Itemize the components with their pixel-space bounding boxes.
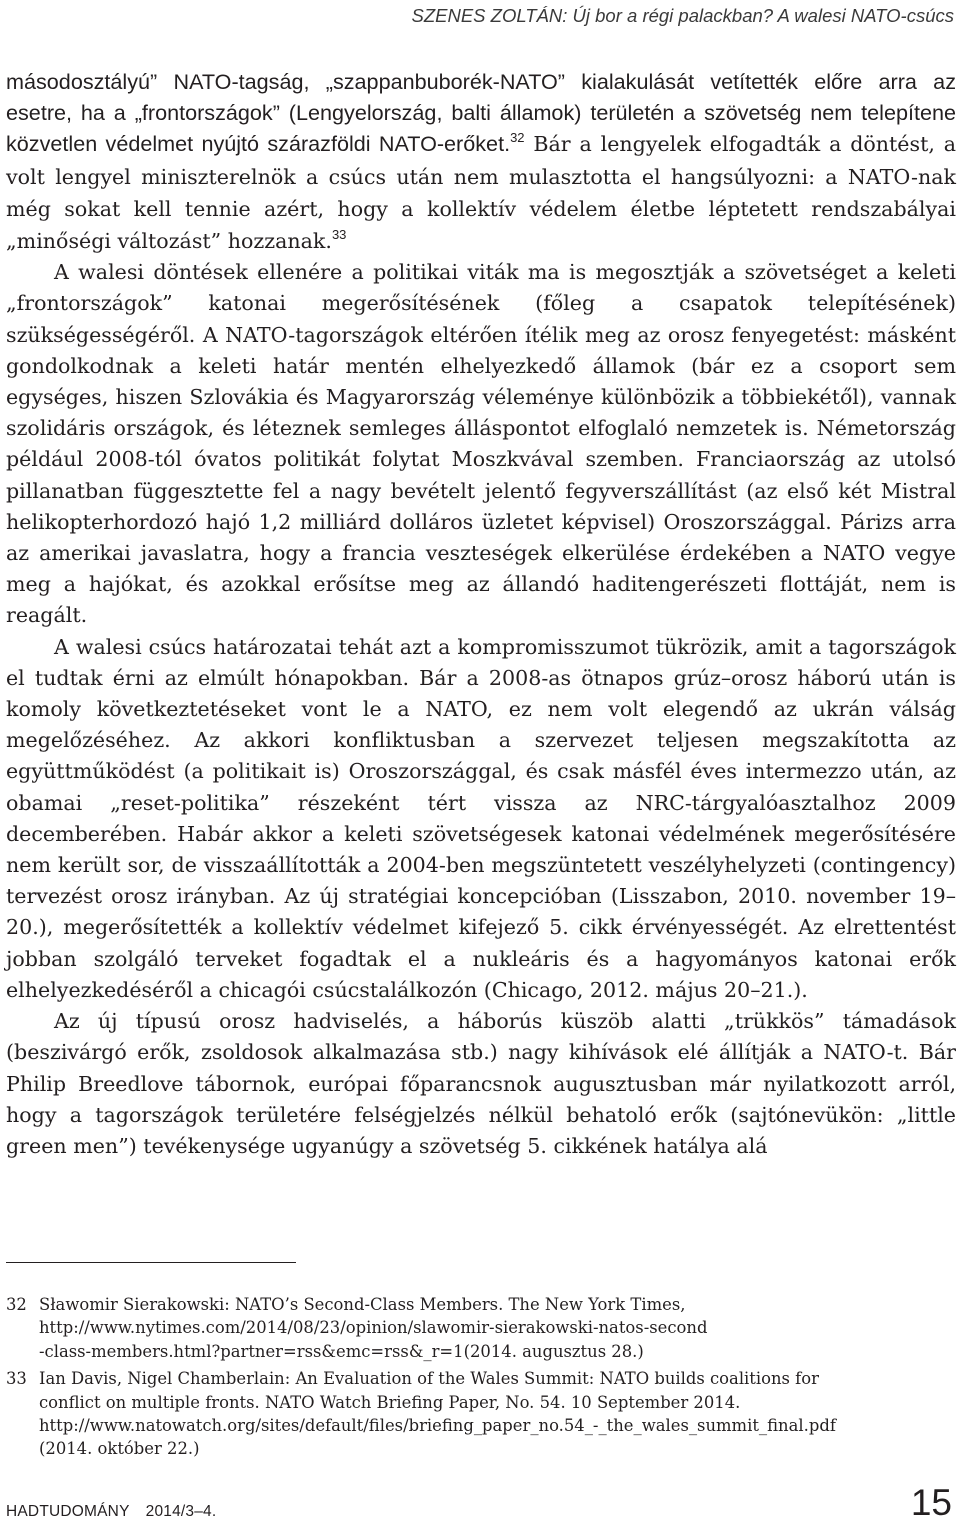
- paragraph-1-continuation: Bár a lengyelek elfogadták a döntést, a volt lengyel miniszterelnök a csúcs után nem mulasztotta el hangsúlyozni: a NATO-nak még sokat kell tennie azért, hogy a kollektív védelem életbe léptetett rendszabályai „minőségi változást” hozzanak.: [6, 132, 957, 254]
- paragraph-4: Az új típusú orosz hadviselés, a háborús küszöb alatti „trükkös” támadások (beszivárgó erők, zsoldosok alkalmazása stb.) nagy kihívások elé állítják a NATO-t. Bár Philip Breedlove tábornok, európai főparancsnok augusztusban már nyilatkozott arról, hogy a tagországok területére felségjelzés nélkül behatoló erők (sajtónevükön: „little green men”) tevékenysége ugyanúgy a szövetség 5. cikkének hatálya alá: [6, 1009, 956, 1158]
- footnote-line: Ian Davis, Nigel Chamberlain: An Evaluation of the Wales Summit: NATO builds coalitions for: [39, 1369, 819, 1389]
- footnote-number: 33: [6, 1369, 27, 1389]
- footnote-link-cont[interactable]: -class-members.html?partner=rss&emc=rss&_r=1(2014. augusztus 28.): [39, 1341, 644, 1361]
- footer-journal: [6, 1503, 232, 1521]
- footnote-ref-33[interactable]: 33: [331, 227, 347, 243]
- paragraph-2: A walesi döntések ellenére a politikai viták ma is megosztják a szövetséget a keleti „frontországok” katonai megerősítésének (főleg a csapatok telepítésének) szükségességéről. A NATO-tagországok eltérően ítélik meg az orosz fenyegetést: másként gondolkodnak a keleti határ mentén elhelyezkedő államok (bár ez a csoport sem egységes, hiszen Szlovákia és Magyarország véleménye különbözik a többiekétől), vannak szolidáris országok, és léteznek semleges álláspontot elfoglaló nemzetek is. Németország például 2008-tól óvatos politikát folytat Moszkvával szemben. Franciaország az utolsó pillanatban függesztette fel a nagy bevételt jelentő fegyverszállítást (az első két Mistral helikopterhordozó hajó 1,2 milliárd dolláros üzletet képvisel) Oroszországgal. Párizs arra az amerikai javaslatra, hogy a francia veszteségek elkerülése érdekében a NATO vegye meg a hajókat, és azokkal erősítse meg az állandó haditengerészeti flottáját, nem is reagált.: [6, 260, 956, 628]
- footnote-line: (2014. október 22.): [39, 1439, 200, 1459]
- footnote-link[interactable]: http://www.natowatch.org/sites/default/files/briefing_paper_no.54_-_the_wales_summit_final.pdf: [39, 1416, 836, 1436]
- footnote-32: [6, 1293, 956, 1363]
- footnote-divider: [6, 1262, 296, 1263]
- footnotes: [6, 1293, 956, 1465]
- footnote-line: Sławomir Sierakowski: NATO’s Second-Class Members. The New York Times,: [39, 1295, 686, 1314]
- journal-title: HADTUDOMÁNY: [6, 1503, 130, 1520]
- footnote-33: [6, 1367, 956, 1461]
- footnote-number: 32: [6, 1295, 27, 1314]
- journal-issue: 2014/3–4.: [145, 1503, 217, 1520]
- paragraph-1-lead: másodosztályú” NATO-tagság, „szappanbuborék-NATO” kialakulását vetítették előre arra az esetre, ha a „frontországok” (Lengyelország, balti államok) területén a szövetség nem telepítene közvetlen védelmet nyújtó szárazföldi NATO-erőket.: [6, 69, 956, 157]
- footnote-link[interactable]: http://www.nytimes.com/2014/08/23/opinion/slawomir-sierakowski-natos-second: [39, 1318, 708, 1338]
- footnote-ref-32[interactable]: 32: [510, 130, 525, 146]
- page-number: 15: [910, 1482, 952, 1523]
- running-head: SZENES ZOLTÁN: Új bor a régi palackban? A walesi NATO-csúcs: [411, 5, 954, 26]
- paragraph-3: A walesi csúcs határozatai tehát azt a kompromisszumot tükrözik, amit a tagországok el tudtak érni az elmúlt hónapokban. Bár a 2008-as ötnapos grúz–orosz háború után is komoly következtetéseket vont le a NATO, ez nem volt elegendő az ukrán válság megelőzéséhez. Az akkori konfliktusban a szervezet teljesen megszakította az együttműködést (a politikait is) Oroszországgal, és csak másfél éves intermezzo után, az obamai „reset-politika” részeként tért vissza az NRC-tárgyalóasztalhoz 2009 decemberében. Habár akkor a keleti szövetségesek katonai védelmének megerősítésére nem került sor, de visszaállították a 2004-ben megszüntetett veszélyhelyzeti (contingency) tervezést orosz irányban. Az új stratégiai koncepcióban (Lisszabon, 2010. november 19–20.), megerősítették a kollektív védelmet kifejező 5. cikk érvényességét. Az elrettentést jobban szolgáló terveket fogadtak el a nukleáris és a hagyományos katonai erők elhelyezkedéséről a chicagói csúcstalálkozón (Chicago, 2012. május 20–21.).: [6, 634, 956, 1002]
- footnote-line: conflict on multiple fronts. NATO Watch Briefing Paper, No. 54. 10 September 2014.: [39, 1392, 741, 1412]
- paragraph-1: [6, 66, 956, 257]
- article-body: [6, 66, 956, 1162]
